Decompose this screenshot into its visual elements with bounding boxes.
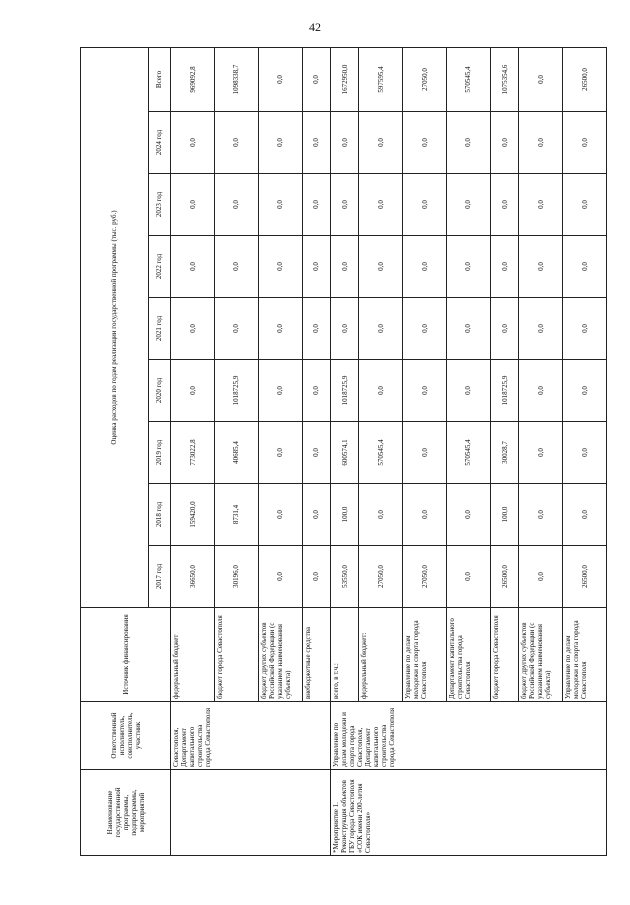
value-cell: 0,0 [447,546,491,608]
total-cell: 26500,0 [563,47,607,111]
total-cell: 27050,0 [403,47,447,111]
value-cell: 0,0 [258,112,302,174]
value-cell: 0,0 [258,422,302,484]
value-cell: 1018725,9 [490,360,518,422]
value-cell: 0,0 [563,360,607,422]
value-cell: 40685,4 [215,422,259,484]
year-header: 2018 год [148,484,171,546]
header-estimate: Оценка расходов по годам реализации государственной программы (тыс. руб.) [81,47,149,607]
total-cell: 597595,4 [359,47,403,111]
year-header: 2019 год [148,422,171,484]
source-cell: федеральный бюджет [171,608,215,702]
total-cell: 1075354,6 [490,47,518,111]
year-header: 2017 год [148,546,171,608]
year-header: 2023 год [148,174,171,236]
total-cell: 0,0 [302,47,330,111]
value-cell: 0,0 [359,236,403,298]
total-cell: 969092,8 [171,47,215,111]
source-cell: всего, в т.ч.: [331,608,359,702]
table-row [171,47,215,855]
year-header: 2021 год [148,298,171,360]
value-cell: 0,0 [563,298,607,360]
value-cell: 0,0 [258,360,302,422]
value-cell: 0,0 [563,112,607,174]
value-cell: 773022,8 [171,422,215,484]
value-cell: 0,0 [215,236,259,298]
value-cell: 570545,4 [447,422,491,484]
value-cell: 0,0 [563,422,607,484]
value-cell: 0,0 [171,174,215,236]
value-cell: 100,0 [490,484,518,546]
year-header: 2022 год [148,236,171,298]
value-cell: 0,0 [359,174,403,236]
value-cell: 0,0 [359,484,403,546]
responsible-cell: Управление по делам молодежи и спорта города Севастополя, Департамент капитального строительства города Севастополя [331,702,607,770]
source-cell: бюджет города Севастополя [490,608,518,702]
value-cell: 0,0 [258,236,302,298]
program-cell-empty [171,770,331,856]
total-cell: 0,0 [519,47,563,111]
header-row [81,47,149,855]
value-cell: 0,0 [519,298,563,360]
value-cell: 0,0 [519,360,563,422]
value-cell: 0,0 [215,174,259,236]
value-cell: 0,0 [302,360,330,422]
value-cell: 600574,1 [331,422,359,484]
value-cell: 0,0 [563,236,607,298]
value-cell: 159420,0 [171,484,215,546]
value-cell: 0,0 [519,546,563,608]
value-cell: 27050,0 [359,546,403,608]
value-cell: 0,0 [258,546,302,608]
total-header: Всего [148,47,171,111]
source-cell: бюджет города Севастополя [215,608,259,702]
value-cell: 0,0 [302,112,330,174]
value-cell: 1018725,9 [215,360,259,422]
value-cell: 0,0 [403,422,447,484]
source-cell: Департамент капитального строительства города Севастополя [447,608,491,702]
value-cell: 0,0 [258,174,302,236]
value-cell: 0,0 [171,112,215,174]
rotated-table [80,48,607,856]
value-cell: 0,0 [403,298,447,360]
value-cell: 0,0 [359,298,403,360]
program-cell: *Мероприятие 1. Реконструкция объектов ГБУ города Севастополя «СОК имени 200-летия Севастополя» [331,770,607,856]
value-cell: 0,0 [258,298,302,360]
total-cell: 570545,4 [447,47,491,111]
value-cell: 570545,4 [359,422,403,484]
total-cell: 1098338,7 [215,47,259,111]
source-cell: бюджет других субъектов Российской Федерации (с указанием наименования субъекта) [519,608,563,702]
value-cell: 30196,0 [215,546,259,608]
total-cell: 1672950,0 [331,47,359,111]
value-cell: 36650,0 [171,546,215,608]
table-row [331,47,359,855]
value-cell: 0,0 [171,360,215,422]
value-cell: 0,0 [403,174,447,236]
source-cell: Управление по делам молодежи и спорта города Севастополя [403,608,447,702]
page-number: 42 [309,20,321,34]
source-cell: федеральный бюджет: [359,608,403,702]
value-cell: 0,0 [359,112,403,174]
value-cell: 0,0 [215,112,259,174]
total-cell: 0,0 [258,47,302,111]
value-cell: 0,0 [563,174,607,236]
value-cell: 30028,7 [490,422,518,484]
value-cell: 0,0 [171,236,215,298]
value-cell: 0,0 [519,174,563,236]
value-cell: 0,0 [490,236,518,298]
year-header: 2020 год [148,360,171,422]
value-cell: 0,0 [490,174,518,236]
table-container [80,48,607,856]
value-cell: 0,0 [490,298,518,360]
value-cell: 0,0 [331,298,359,360]
value-cell: 0,0 [302,422,330,484]
value-cell: 0,0 [302,174,330,236]
header-program: Наименование государственной программы, подпрограммы, мероприятий [81,770,171,856]
source-cell: Управление по делам молодежи и спорта города Севастополя [563,608,607,702]
header-source: Источник финансирования [81,608,171,702]
value-cell: 0,0 [258,484,302,546]
expense-table [80,47,607,856]
value-cell: 0,0 [403,112,447,174]
value-cell: 0,0 [302,546,330,608]
value-cell: 27050,0 [403,546,447,608]
value-cell: 0,0 [519,236,563,298]
value-cell: 0,0 [403,236,447,298]
value-cell: 0,0 [447,236,491,298]
value-cell: 0,0 [302,236,330,298]
value-cell: 0,0 [447,360,491,422]
value-cell: 0,0 [447,298,491,360]
source-cell: внебюджетные средства [302,608,330,702]
value-cell: 26500,0 [490,546,518,608]
value-cell: 0,0 [490,112,518,174]
value-cell: 1018725,9 [331,360,359,422]
value-cell: 0,0 [519,112,563,174]
value-cell: 0,0 [447,112,491,174]
value-cell: 0,0 [302,298,330,360]
value-cell: 0,0 [519,422,563,484]
source-cell: бюджет других субъектов Российской Федерации (с указанием наименования субъекта) [258,608,302,702]
value-cell: 0,0 [302,484,330,546]
value-cell: 0,0 [331,236,359,298]
value-cell: 0,0 [403,360,447,422]
value-cell: 26500,0 [563,546,607,608]
value-cell: 0,0 [359,360,403,422]
value-cell: 0,0 [447,484,491,546]
value-cell: 0,0 [331,112,359,174]
value-cell: 8731,4 [215,484,259,546]
value-cell: 0,0 [331,174,359,236]
value-cell: 0,0 [215,298,259,360]
value-cell: 0,0 [563,484,607,546]
value-cell: 0,0 [519,484,563,546]
header-responsible: Ответственный исполнитель, соисполнитель, участник [81,702,171,770]
value-cell: 100,0 [331,484,359,546]
value-cell: 0,0 [171,298,215,360]
value-cell: 53550,0 [331,546,359,608]
value-cell: 0,0 [403,484,447,546]
value-cell: 0,0 [447,174,491,236]
responsible-cell: Севастополя, Департамент капитального строительства города Севастополя [171,702,331,770]
year-header: 2024 год [148,112,171,174]
